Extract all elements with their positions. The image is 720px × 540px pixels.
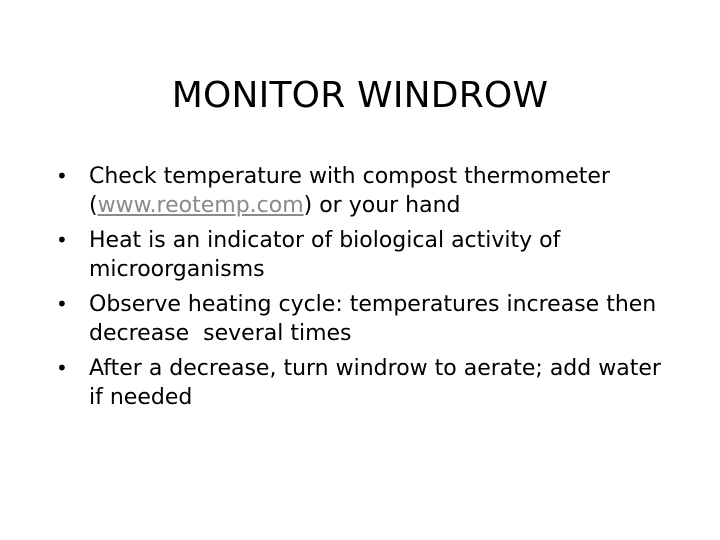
bullet-marker-icon: • <box>56 228 68 252</box>
bullet-item-heating-cycle <box>56 290 676 348</box>
bullet-marker-icon: • <box>56 164 68 188</box>
bullet-marker-icon: • <box>56 292 68 316</box>
bullet-list <box>56 162 676 418</box>
bullet-text: After a decrease, turn windrow to aerate; add water if needed <box>89 356 661 410</box>
bullet-text: Heat is an indicator of biological activity of microorganisms <box>89 228 561 282</box>
bullet-item-heat-indicator <box>56 226 676 284</box>
bullet-text-after-link: ) or your hand <box>303 193 461 218</box>
bullet-text-before-link: Check temperature with compost thermometer ( <box>89 164 610 218</box>
bullet-item-turn-windrow <box>56 354 676 412</box>
bullet-marker-icon: • <box>56 356 68 380</box>
reotemp-link[interactable]: www.reotemp.com <box>97 193 304 218</box>
bullet-text: Observe heating cycle: temperatures increase then decrease several times <box>89 292 664 346</box>
bullet-item-thermometer <box>56 162 676 220</box>
slide-title: MONITOR WINDROW <box>171 75 549 116</box>
